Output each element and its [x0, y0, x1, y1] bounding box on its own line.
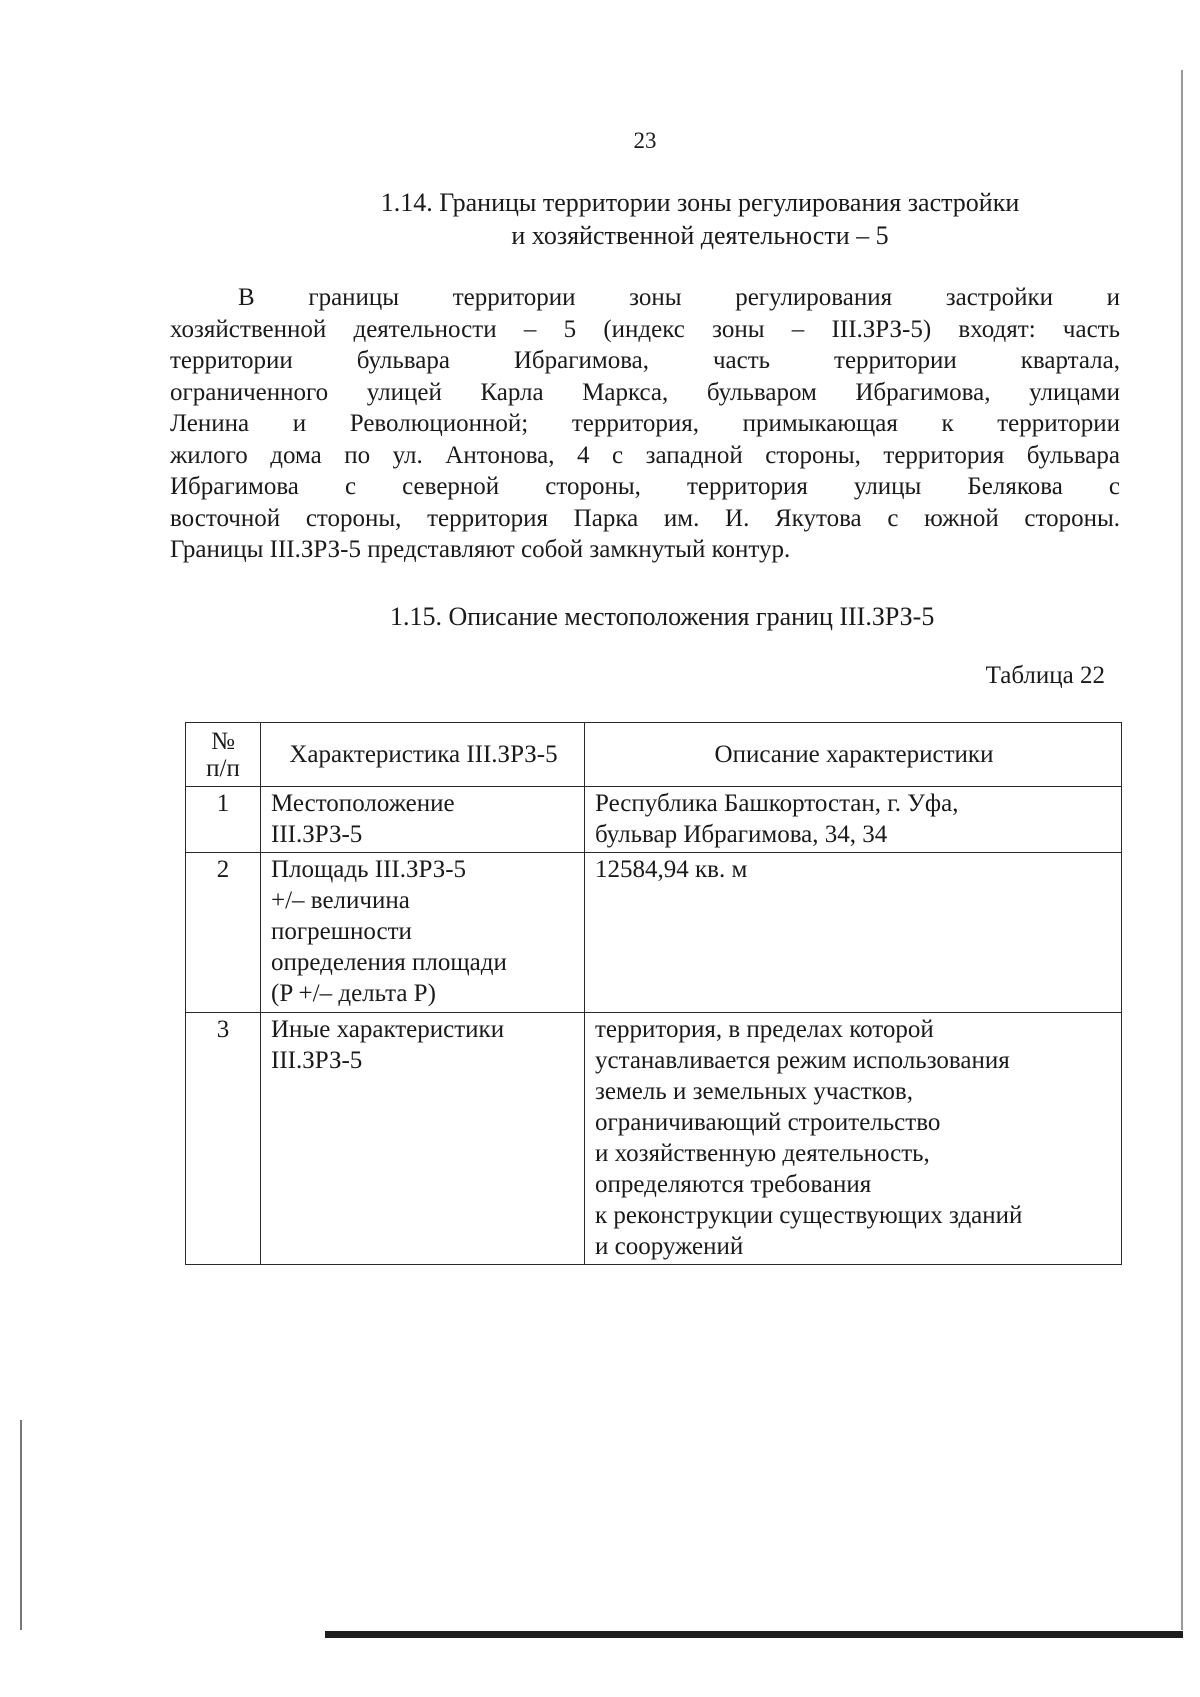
row-description-cell	[585, 1013, 1122, 1265]
cell-line: Площадь III.ЗРЗ-5	[271, 856, 467, 883]
body-line: хозяйственной деятельности – 5 (индекс зоны – III.ЗРЗ-5) входят: часть	[170, 315, 1120, 343]
cell-line: III.ЗРЗ-5	[271, 1047, 363, 1074]
cell-line: Республика Башкортостан, г. Уфа,	[595, 790, 959, 817]
cell-line: определения площади	[271, 949, 507, 976]
cell-line: и хозяйственную деятельность,	[595, 1140, 930, 1167]
cell-line: Местоположение	[271, 790, 455, 817]
cell-line: бульвар Ибрагимова, 34, 34	[595, 821, 888, 848]
section-title	[250, 186, 1150, 252]
scan-edge-left	[20, 1420, 22, 1630]
cell-line: земель и земельных участков,	[595, 1078, 913, 1105]
cell-line: (P +/– дельта P)	[271, 980, 436, 1007]
row-num-cell: 1	[186, 787, 261, 853]
cell-line: ограничивающий строительство	[595, 1109, 941, 1136]
table-header-row	[186, 723, 1122, 787]
cell-line: 12584,94 кв. м	[595, 856, 748, 883]
cell-line: к реконструкции существующих зданий	[595, 1202, 1023, 1229]
body-line: восточной стороны, территория Парка им. И. Якутова с южной стороны.	[170, 504, 1120, 532]
header-num-line-1: №	[211, 727, 235, 755]
body-line: ограниченного улицей Карла Маркса, бульваром Ибрагимова, улицами	[170, 378, 1120, 406]
body-line: Ленина и Революционной; территория, примыкающая к территории	[170, 410, 1120, 437]
header-description-cell: Описание характеристики	[585, 723, 1122, 787]
table-row	[186, 787, 1122, 853]
cell-line: +/– величина	[271, 887, 410, 914]
row-characteristic-cell	[261, 853, 585, 1013]
row-characteristic-cell	[261, 787, 585, 853]
table-row	[186, 853, 1122, 1013]
cell-line: определяются требования	[595, 1171, 872, 1198]
cell-line: и сооружений	[595, 1233, 744, 1260]
section-title-line-2: и хозяйственной деятельности – 5	[511, 221, 889, 250]
row-description-cell	[585, 853, 1122, 1013]
table-row	[186, 1013, 1122, 1265]
cell-line: погрешности	[271, 918, 412, 945]
page-number: 23	[633, 128, 657, 153]
scan-edge-right	[1181, 70, 1183, 1630]
header-num-cell	[186, 723, 261, 787]
cell-line: III.ЗРЗ-5	[271, 821, 363, 848]
body-line: жилого дома по ул. Антонова, 4 с западной стороны, территория бульвара	[170, 441, 1120, 469]
subsection-title: 1.15. Описание местоположения границ III.ЗРЗ-5	[390, 602, 935, 631]
characteristics-table	[185, 722, 1122, 1265]
header-characteristic-cell: Характеристика III.ЗРЗ-5	[261, 723, 585, 787]
cell-line: Иные характеристики	[271, 1016, 505, 1043]
row-num-cell: 2	[186, 853, 261, 1013]
body-line: Ибрагимова с северной стороны, территория улицы Белякова с	[170, 473, 1120, 500]
body-paragraph	[170, 282, 1120, 566]
table-caption: Таблица 22	[985, 662, 1105, 689]
row-description-cell	[585, 787, 1122, 853]
section-title-line-1: 1.14. Границы территории зоны регулирования застройки	[380, 188, 1020, 217]
row-num-cell: 3	[186, 1013, 261, 1265]
scan-edge-bottom	[325, 1631, 1183, 1638]
row-characteristic-cell	[261, 1013, 585, 1265]
body-line: территории бульвара Ибрагимова, часть территории квартала,	[170, 347, 1120, 374]
cell-line: территория, в пределах которой	[595, 1016, 934, 1043]
cell-line: устанавливается режим использования	[595, 1047, 1010, 1074]
body-line: В границы территории зоны регулирования застройки и	[238, 284, 1120, 311]
body-line: Границы III.ЗРЗ-5 представляют собой замкнутый контур.	[170, 536, 791, 563]
header-num-line-2: п/п	[206, 754, 240, 782]
